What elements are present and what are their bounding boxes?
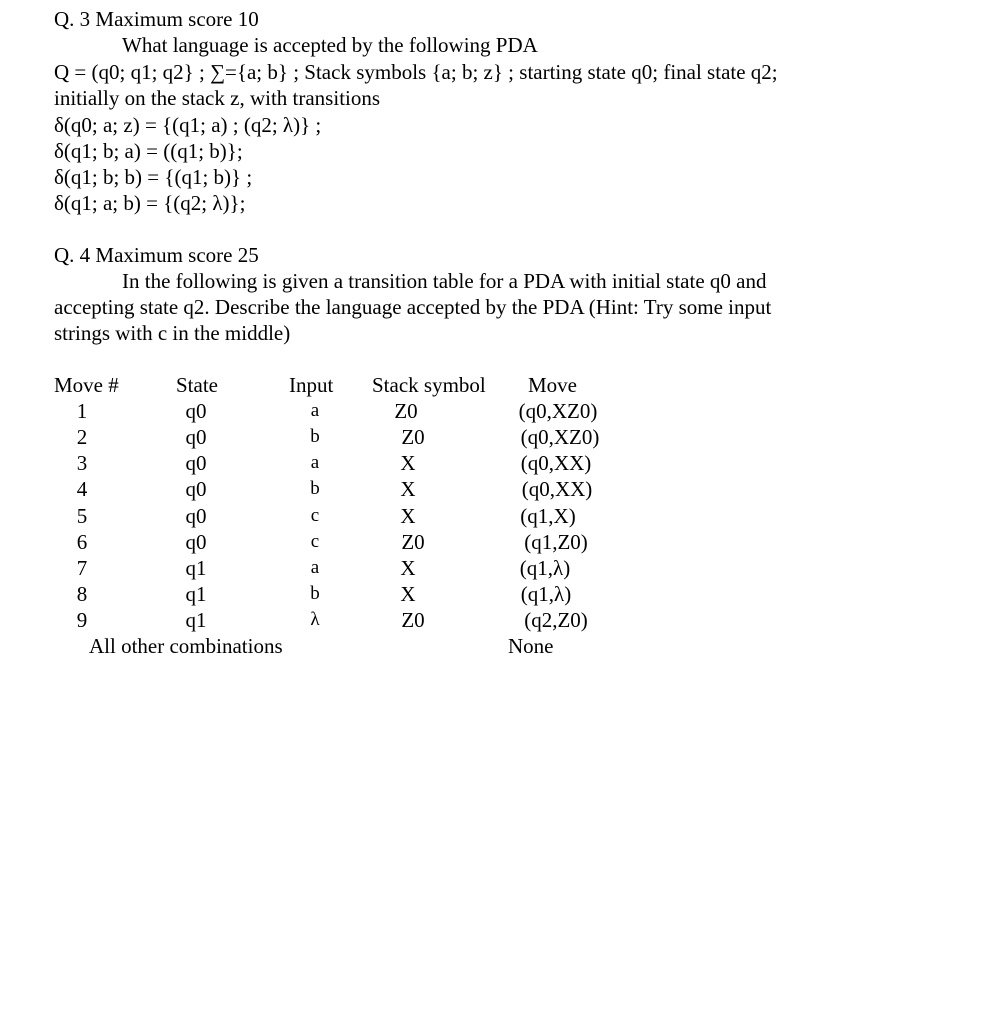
q3-definition: Q = (q0; q1; q2} ; ∑={a; b} ; Stack symbols {a; b; z} ; starting state q0; final state q2; [54, 60, 778, 84]
cell-move-number: 2 [76, 425, 88, 449]
cell-input: λ [310, 609, 320, 630]
cell-state: q1 [185, 582, 207, 606]
cell-move: (q0,XX) [520, 451, 592, 475]
cell-input: c [310, 531, 320, 552]
cell-input: a [310, 400, 320, 421]
cell-stack-symbol: X [400, 556, 416, 580]
cell-stack-symbol: X [400, 504, 416, 528]
q3-transition: δ(q1; b; b) = {(q1; b)} ; [54, 165, 253, 189]
cell-move-number: 9 [76, 608, 88, 632]
cell-move: (q1,X) [520, 504, 576, 528]
cell-move: (q1,λ) [520, 582, 572, 606]
q4-intro-line: strings with c in the middle) [54, 321, 291, 345]
cell-input: b [310, 478, 320, 499]
q4-intro-line: In the following is given a transition table for a PDA with initial state q0 and [122, 269, 767, 293]
cell-stack-symbol: Z0 [401, 530, 425, 554]
cell-state: q0 [185, 399, 207, 423]
cell-state: q1 [185, 556, 207, 580]
cell-stack-symbol: Z0 [394, 399, 418, 423]
cell-input: a [310, 557, 320, 578]
cell-stack-symbol: X [400, 477, 416, 501]
cell-stack-symbol: X [400, 582, 416, 606]
cell-state: q0 [185, 425, 207, 449]
cell-move: (q0,XX) [521, 477, 593, 501]
q3-transition: δ(q1; b; a) = ((q1; b)}; [54, 139, 243, 163]
cell-move: (q0,XZ0) [520, 425, 600, 449]
cell-stack-symbol: X [400, 451, 416, 475]
cell-stack-symbol: Z0 [401, 608, 425, 632]
cell-move: (q1,λ) [519, 556, 571, 580]
cell-move-number: 7 [76, 556, 88, 580]
cell-move-number: 4 [76, 477, 88, 501]
cell-input: b [310, 426, 320, 447]
cell-state: q0 [185, 477, 207, 501]
footer-move: None [508, 634, 554, 658]
cell-state: q0 [185, 451, 207, 475]
cell-state: q0 [185, 530, 207, 554]
q3-transition: δ(q0; a; z) = {(q1; a) ; (q2; λ)} ; [54, 113, 322, 137]
cell-state: q0 [185, 504, 207, 528]
header-input: Input [289, 373, 334, 397]
cell-stack-symbol: Z0 [401, 425, 425, 449]
q4-intro-line: accepting state q2. Describe the language accepted by the PDA (Hint: Try some input [54, 295, 772, 319]
cell-move: (q1,Z0) [524, 530, 588, 554]
cell-input: a [310, 452, 320, 473]
cell-move: (q2,Z0) [524, 608, 588, 632]
cell-move-number: 3 [76, 451, 88, 475]
q3-transition: δ(q1; a; b) = {(q2; λ)}; [54, 191, 246, 215]
q3-definition-cont: initially on the stack z, with transitions [54, 86, 381, 110]
q3-question: What language is accepted by the following PDA [122, 33, 538, 57]
cell-move-number: 1 [76, 399, 88, 423]
cell-input: c [310, 505, 320, 526]
cell-input: b [310, 583, 320, 604]
header-move: Move [528, 373, 577, 397]
cell-move-number: 8 [76, 582, 88, 606]
cell-move-number: 6 [76, 530, 88, 554]
cell-state: q1 [185, 608, 207, 632]
cell-move-number: 5 [76, 504, 88, 528]
q4-heading: Q. 4 Maximum score 25 [54, 243, 259, 267]
header-stack-symbol: Stack symbol [372, 373, 486, 397]
cell-move: (q0,XZ0) [518, 399, 598, 423]
footer-label: All other combinations [89, 634, 283, 658]
header-state: State [176, 373, 218, 397]
header-move-number: Move # [54, 373, 119, 397]
q3-heading: Q. 3 Maximum score 10 [54, 7, 259, 31]
